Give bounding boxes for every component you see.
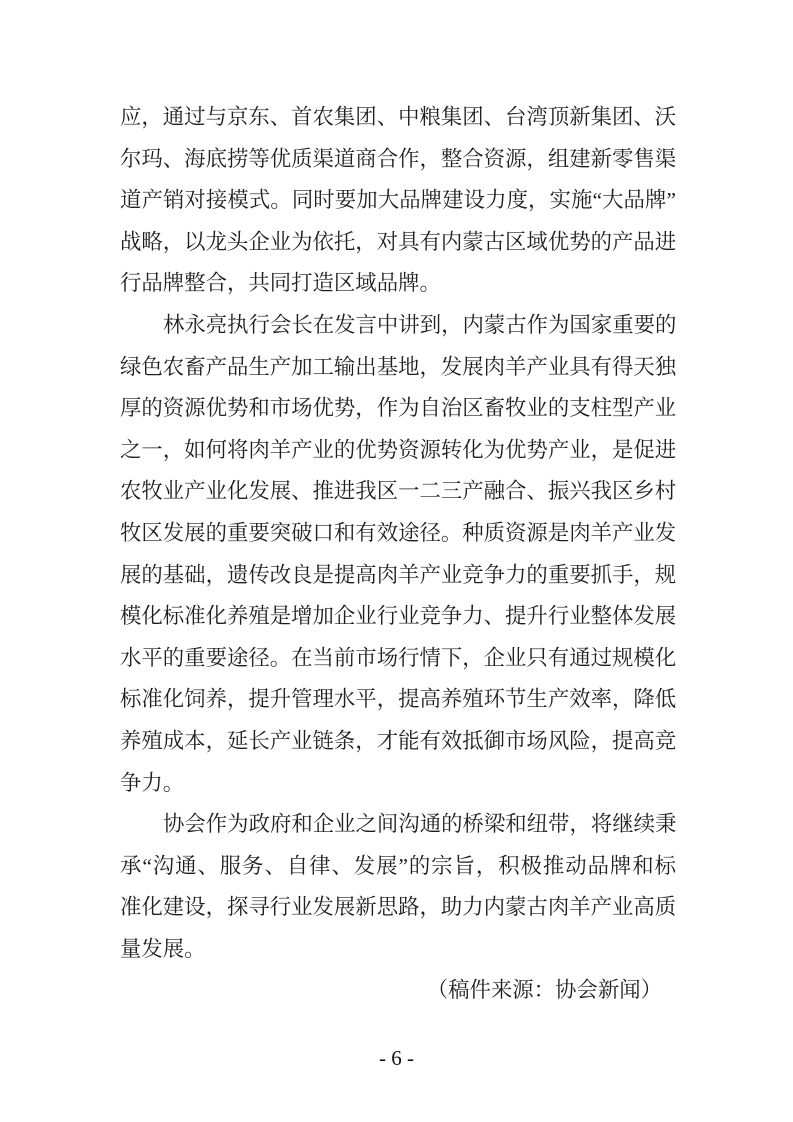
text-line: 绿色农畜产品生产加工输出基地，发展肉羊产业具有得天独: [120, 354, 677, 379]
document-body: [120, 97, 676, 1012]
text-line: 展的基础，遗传改良是提高肉羊产业竞争力的重要抓手，规: [120, 562, 677, 587]
text-line: 水平的重要途径。在当前市场行情下，企业只有通过规模化: [120, 645, 677, 670]
paragraph: [120, 305, 676, 804]
text-line: 准化建设，探寻行业发展新思路，助力内蒙古肉羊产业高质: [120, 895, 677, 920]
text-line: 行品牌整合，共同打造区域品牌。: [120, 271, 441, 296]
text-line: 牧区发展的重要突破口和有效途径。种质资源是肉羊产业发: [120, 520, 677, 545]
text-line: 厚的资源优势和市场优势，作为自治区畜牧业的支柱型产业: [120, 396, 677, 421]
paragraph: [120, 804, 676, 970]
text-line: 战略，以龙头企业为依托，对具有内蒙古区域优势的产品进: [120, 229, 677, 254]
text-line: 养殖成本，延长产业链条，才能有效抵御市场风险，提高竞: [120, 728, 677, 753]
text-line: 协会作为政府和企业之间沟通的桥梁和纽带，将继续秉: [163, 812, 677, 837]
text-line: 尔玛、海底捞等优质渠道商合作，整合资源，组建新零售渠: [120, 146, 677, 171]
paragraph: [120, 97, 676, 305]
text-line: 模化标准化养殖是增加企业行业竞争力、提升行业整体发展: [120, 604, 677, 629]
text-line: 林永亮执行会长在发言中讲到，内蒙古作为国家重要的: [163, 312, 677, 337]
attribution-line: （稿件来源：协会新闻）: [426, 978, 662, 1003]
text-line: 标准化饲养，提升管理水平，提高养殖环节生产效率，降低: [120, 687, 677, 712]
text-line: 农牧业产业化发展、推进我区一二三产融合、振兴我区乡村: [120, 479, 677, 504]
page-number: - 6 -: [379, 1046, 414, 1070]
text-line: 道产销对接模式。同时要加大品牌建设力度，实施“大品牌”: [120, 188, 676, 213]
text-line: 之一，如何将肉羊产业的优势资源转化为优势产业，是促进: [120, 437, 677, 462]
text-line: 量发展。: [120, 936, 206, 961]
text-line: 应，通过与京东、首农集团、中粮集团、台湾顶新集团、沃: [120, 105, 677, 129]
text-line: 承“沟通、服务、自律、发展”的宗旨，积极推动品牌和标: [120, 853, 676, 878]
text-line: 争力。: [120, 770, 185, 795]
